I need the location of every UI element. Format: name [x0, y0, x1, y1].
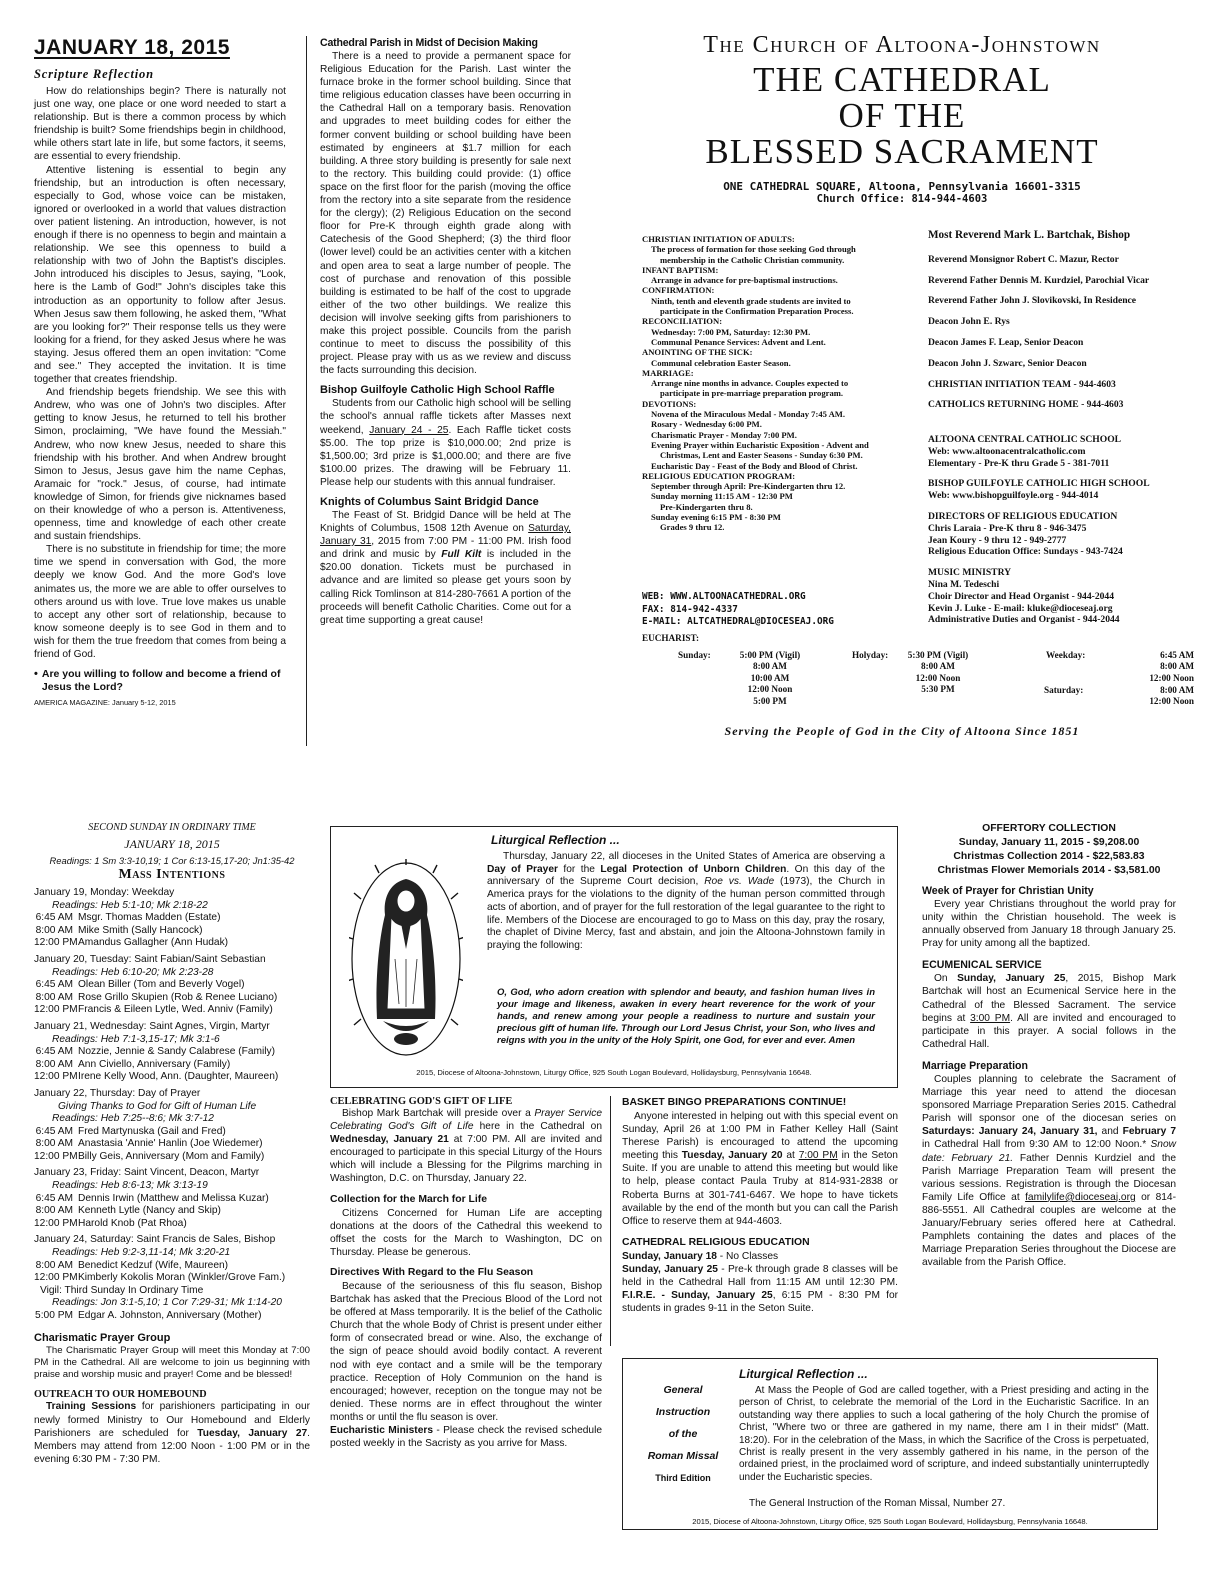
- sacrament-detail: September through April: Pre-Kindergarten thru 12.: [651, 481, 846, 492]
- sacrament-detail: Wednesday: 7:00 PM, Saturday: 12:30 PM.: [651, 326, 811, 337]
- mass-day: [34, 887, 310, 950]
- sacrament-label: CHRISTIAN INITIATION OF ADULTS:: [642, 234, 795, 244]
- mass-intention-item: [34, 1151, 310, 1164]
- mass-time: 6:45 AM: [35, 979, 73, 991]
- gift-heading: CELEBRATING GOD'S GIFT OF LIFE: [330, 1096, 513, 1107]
- music-ministry: MUSIC MINISTRY Nina M. Tedeschi Choir Director and Head Organist - 944-2044 Kevin J. Luke - E-mail: kluke@dioceseaj.org Administrative Duties and Organist - 944-2044: [928, 567, 1120, 626]
- mass-intention: Fred Martynuska (Gail and Fred): [78, 1125, 226, 1137]
- march-paragraph: Citizens Concerned for Human Life are accepting donations at the doors of the Cathedral this weekend to offset the costs for the March to Washington, DC on Thursday. Please be generous.: [330, 1207, 602, 1258]
- column-divider: [306, 36, 307, 746]
- religious-education-directors: DIRECTORS OF RELIGIOUS EDUCATION Chris Laraia - Pre-K thru 8 - 946-3475 Jean Koury - 9 thru 12 - 949-2777 Religious Education Office: Sundays - 943-7424: [928, 510, 1123, 558]
- religious-education-line: Sunday, January 25 - Pre-k through grade 8 classes will be held in the Cathedral Hall from 11:15 AM until 12:30 PM. F.I.R.E. - Sunday, January 25, 6:15 PM - 8:30 PM for students in grades 9-11 in the Seton Suite.: [622, 1263, 899, 1315]
- sacrament-detail: participate in the Confirmation Preparation Process.: [660, 306, 854, 317]
- mass-intention-item: [34, 1138, 310, 1151]
- mass-intention-item: [34, 1260, 310, 1273]
- mass-intention-item: [34, 937, 310, 950]
- mass-day: [34, 1167, 310, 1230]
- email-link[interactable]: E-MAIL: ALTCATHEDRAL@DIOCESEAJ.ORG: [642, 616, 834, 627]
- mass-intention: Amandus Gallagher (Ann Hudak): [78, 937, 229, 949]
- mass-day: [34, 954, 310, 1017]
- mass-time: 12:00 PM: [34, 1071, 78, 1083]
- guadalupe-image: [349, 859, 463, 1057]
- mass-intention-item: [34, 992, 310, 1005]
- website-link[interactable]: WEB: WWW.ALTOONACATHEDRAL.ORG: [642, 591, 806, 602]
- mass-time: 8:00 AM: [35, 1138, 73, 1150]
- church-name: The Church of Altoona-Johnstown: [703, 32, 1101, 58]
- marriage-paragraph: Couples planning to celebrate the Sacrament of Marriage this year need to attend the diocesan sponsored Marriage Preparation Series 2015. Cathedral Parish will sponsor one of the diocesan series on Saturdays: January 24, January 31, and February 7 in Cathedral Hall from 9:30 AM to 12:00 Noon.* Snow date: February 21. Father Dennis Kurdziel and the Parish Marriage Preparation Team will present the various sessions. Registration is through the Diocesan Family Life Office at familylife@dioceseaj.org or 814-886-5551. All Cathedral couples are welcome at the January/February series offered here at Cathedral. Pamphlets containing the dates and places of the Marriage Preparation Series throughout the Diocese are available from the Parish Office.: [922, 1073, 1177, 1269]
- sacrament-detail: Sunday evening 6:15 PM - 8:30 PM: [651, 512, 781, 523]
- scripture-heading: Scripture Reflection: [34, 67, 154, 81]
- lit2-credit: 2015, Diocese of Altoona-Johnstown, Liturgy Office, 925 South Logan Boulevard, Hollidaysburg, Pennsylvania 16648.: [692, 1517, 1088, 1526]
- mass-intention: Olean Biller (Tom and Beverly Vogel): [78, 979, 245, 991]
- raffle-heading: Bishop Guilfoyle Catholic High School Raffle: [320, 384, 555, 397]
- gim-side-panel: General Instruction of the Roman Missal Third Edition: [647, 1384, 719, 1483]
- sacrament-detail: Charismatic Prayer - Monday 7:00 PM.: [651, 429, 797, 440]
- lit2-paragraph: At Mass the People of God are called together, with a Priest presiding and acting in the person of Christ, to celebrate the memorial of the Lord in the Eucharistic Sacrifice. In an outstanding way there applies to such a local gathering of the holy Church the promise of Christ, "Where two or three are gathered in my name, there am I in their midst" (Matt. 18:20). For in the celebration of the Mass, in which the Sacrifice of the Cross is perpetuated, Christ is really present in the very assembly gathered in his name, in the person of the ordained priest, in the proclaimed word of scripture, and indeed substantially uninterruptedly under the Eucharistic species.: [739, 1385, 1149, 1483]
- middle-lower-column: [330, 1096, 602, 1450]
- sacrament-detail: Arrange in advance for pre-baptismal instructions.: [651, 275, 838, 286]
- sacrament-detail: Evening Prayer within Eucharistic Exposition - Advent and: [651, 439, 869, 450]
- mass-time: 8:00 AM: [35, 1259, 73, 1271]
- mass-day-readings: Readings: Heb 6:10-20; Mk 2:23-28: [52, 966, 214, 978]
- outreach-heading: OUTREACH TO OUR HOMEBOUND: [34, 1389, 207, 1401]
- mass-intention: Mike Smith (Sally Hancock): [78, 924, 203, 936]
- mass-day: [34, 1234, 310, 1284]
- weekday-times: 6:45 AM 8:00 AM 12:00 Noon: [1149, 650, 1194, 683]
- mass-time: 8:00 AM: [35, 924, 73, 936]
- column-divider: [610, 1096, 611, 1346]
- mass-intentions-column: [34, 822, 310, 1466]
- sacrament-label: INFANT BAPTISM:: [642, 264, 719, 275]
- mass-intention: Kimberly Kokolis Moran (Winkler/Grove Fam.): [78, 1272, 286, 1284]
- mass-time: 12:00 PM: [34, 1004, 78, 1016]
- mass-intention: Francis & Eileen Lytle, Wed. Anniv (Family): [78, 1004, 273, 1016]
- mass-intentions-heading: Mass Intentions: [118, 867, 226, 882]
- mass-day-note: Giving Thanks to God for Gift of Human Life: [58, 1100, 257, 1112]
- mass-intention: Rose Grillo Skupien (Rob & Renee Luciano): [78, 991, 278, 1003]
- mass-day-title: January 24, Saturday: Saint Francis de Sales, Bishop: [34, 1234, 276, 1246]
- saturday-times: 8:00 AM 12:00 Noon: [1149, 685, 1194, 707]
- sacrament-detail: Communal celebration Easter Season.: [651, 357, 791, 368]
- mass-time: 12:00 PM: [34, 1217, 78, 1229]
- lit2-heading: Liturgical Reflection ...: [739, 1367, 868, 1381]
- gim-reflection-box: [622, 1358, 1158, 1530]
- staff-entry: Deacon John J. Szwarc, Senior Deacon: [928, 357, 1087, 369]
- charismatic-paragraph: The Charismatic Prayer Group will meet this Monday at 7:00 PM in the Cathedral. All are welcome to join us beginning with praise and worship music and prayer! Come and be blessed!: [34, 1344, 310, 1381]
- acc-school: ALTOONA CENTRAL CATHOLIC SCHOOL Web: www.altoonacentralcatholic.com Elementary - Pre-K thru Grade 5 - 381-7011: [928, 434, 1122, 469]
- staff-entry: Reverend Father John J. Slovikovski, In Residence: [928, 295, 1137, 307]
- sacrament-detail: Grades 9 thru 12.: [660, 522, 725, 533]
- sacrament-detail: Eucharistic Day - Feast of the Body and Blood of Christ.: [651, 460, 858, 471]
- religious-education-line: Sunday, January 18 - No Classes: [622, 1250, 779, 1262]
- mass-day-readings: Readings: Heb 7:1-3,15-17; Mk 3:1-6: [52, 1033, 220, 1045]
- scripture-paragraph: And friendship begets friendship. We see this with Andrew, who was one of John's two disciples. After getting to know Jesus, he returned to tell his brother Simon, proclaiming, "We have found the Messiah." Andrew, who now knew Jesus, needed to share this friendship with his brother. And when Andrew brought Simon to Jesus, Jesus gave him the name Cephas, Aramaic for "rock." Jesus, of course, had intimate knowledge of Simon, for friends give nicknames based on their knowledge of who a person is. Attentiveness, openness, time and knowledge of each other create and sustain friendships.: [34, 387, 286, 543]
- masthead: [600, 32, 1204, 205]
- lit1-heading: Liturgical Reflection ...: [491, 833, 620, 847]
- church-office-phone: Church Office: 814-944-4603: [816, 193, 988, 205]
- mass-day-readings: Readings: Heb 9:2-3,11-14; Mk 3:20-21: [52, 1247, 231, 1259]
- sacrament-label: RELIGIOUS EDUCATION PROGRAM:: [642, 470, 796, 481]
- sacrament-detail: Rosary - Wednesday 6:00 PM.: [651, 419, 762, 430]
- mass-day-readings: Readings: Heb 5:1-10; Mk 2:18-22: [52, 899, 208, 911]
- ecumenical-paragraph: On Sunday, January 25, 2015, Bishop Mark Bartchak will host an Ecumenical Service here in the Cathedral of the Blessed Sacrament. The service begins at 3:00 PM. All are invited and encouraged to participate in this prayer. A social follows in the Cathedral Hall.: [922, 973, 1176, 1050]
- religious-education-heading: CATHEDRAL RELIGIOUS EDUCATION: [622, 1236, 810, 1248]
- mass-intention-item: [34, 1205, 310, 1218]
- staff-entry: Reverend Father Dennis M. Kurdziel, Parochial Vicar: [928, 274, 1150, 286]
- mass-intention: Harold Knob (Pat Rhoa): [78, 1217, 187, 1229]
- mass-time: 6:45 AM: [35, 1125, 73, 1137]
- mass-intention-item: [34, 1004, 310, 1017]
- mass-intention-item: [34, 979, 310, 992]
- mass-day-title: January 22, Thursday: Day of Prayer: [34, 1087, 201, 1099]
- mass-time: 12:00 PM: [34, 1150, 78, 1162]
- unity-paragraph: Every year Christians throughout the world pray for unity within the Christian household. The week is annually observed from January 18 through January 25. Pray for unity among all the baptized.: [922, 899, 1176, 950]
- raffle-paragraph: Students from our Catholic high school will be selling the school's annual raffle tickets after Masses next weekend, January 24 - 25. Each Raffle ticket costs $5.00. The top prize is $10,000.00; 2nd prize is $1,500.00; 3rd prize is $1,000.00; and there are five $100.00 prizes. The drawing will be February 11. Please help our students with this annual fundraiser.: [320, 398, 571, 488]
- mass-intention: Anastasia 'Annie' Hanlin (Joe Wiedemer): [78, 1138, 263, 1150]
- scripture-source: AMERICA MAGAZINE: January 5-12, 2015: [34, 698, 176, 708]
- mass-time: 6:45 AM: [35, 912, 73, 924]
- flu-paragraph: Because of the seriousness of this flu season, Bishop Bartchak has asked that the Precious Blood of the Lord not be offered at Mass temporarily. It is the belief of the Catholic Church that the whole Body of Christ is present under either form of consecrated bread or wine. Also, the exchange of the sign of peace should avoid bodily contact. A reverent nod with eye contact and a smile will be the temporary practice. Reception of Holy Communion on the hand is encouraged; however, reception on the tongue may not be denied. These norms are in effect throughout the winter months or until the flu season is over.: [330, 1280, 602, 1423]
- reflection-question: • Are you willing to follow and become a friend of Jesus the Lord?: [34, 668, 281, 694]
- fax-number: FAX: 814-942-4337: [642, 603, 738, 615]
- decision-paragraph: There is a need to provide a permanent space for Religious Education for the Parish. Last winter the furnace broke in the former school building. Since that time religious education classes have been occurring in the Cathedral Hall on a temporary basis. Renovation and upgrades to meet building codes for either the former convent building or school building have been estimated by engineers at $1.7 million for each building. A three story building is presently for sale next to the rectory. This building could provide: (1) office space on the first floor for the parish (moving the office from the rectory into a site separate from the residence for the clergy); (2) Religious Education on the second floor for Pre-K through eighth grade along with Catechesis of the Good Shepherd; (3) the third floor (lower level) could be an activities center with a kitchen and open area to seat a large number of people. The cost of purchase and renovation of this possible building is estimated to be half of the cost to upgrade either of the two other buildings. We realize this decision will involve seeking gifts from parishioners to make this project possible. Councils from the parish continue to meet to discuss the possibility of this project. Please pray with us as we review and discuss the facts surrounding this decision.: [320, 51, 571, 377]
- mass-intention-item: [34, 1126, 310, 1139]
- vigil-block: Vigil: Third Sunday In Ordinary Time Readings: Jon 3:1-5,10; 1 Cor 7:29-31; Mk 1:14-20 5:00 PM Edgar A. Johnston, Anniversary (Mother): [35, 1284, 282, 1321]
- sacrament-detail: Arrange nine months in advance. Couples expected to: [651, 378, 849, 389]
- staff-entry: CHRISTIAN INITIATION TEAM - 944-4603: [928, 378, 1116, 390]
- charismatic-heading: Charismatic Prayer Group: [34, 1331, 171, 1344]
- decision-heading: Cathedral Parish in Midst of Decision Making: [320, 37, 538, 49]
- staff-entry: Deacon John E. Rys: [928, 316, 1010, 328]
- mass-intention: Irene Kelly Wood, Ann. (Daughter, Maureen): [78, 1071, 279, 1083]
- mass-intention: Kenneth Lytle (Nancy and Skip): [78, 1205, 221, 1217]
- mass-time: 12:00 PM: [34, 1272, 78, 1284]
- eucharist-label: EUCHARIST:: [642, 633, 700, 643]
- holyday-times: 5:30 PM (Vigil) 8:00 AM 12:00 Noon 5:30 PM: [907, 650, 969, 695]
- schools-list: [928, 434, 1198, 635]
- sacrament-detail: Communal Penance Services: Advent and Lent.: [651, 336, 826, 347]
- sacrament-detail: Sunday morning 11:15 AM - 12:30 PM: [651, 491, 793, 502]
- lit1-credit: 2015, Diocese of Altoona-Johnstown, Liturgy Office, 925 South Logan Boulevard, Hollidaysburg, Pennsylvania 16648.: [416, 1068, 812, 1077]
- scripture-paragraph: Attentive listening is essential to begin any friendship, but an introduction is often necessary, especially to God, whose voice can be mistaken, ignored or overlooked in a world that values distraction over patient listening. An introduction, however, is not enough if there is no openness to begin and maintain a relationship. We see this openness to build a relationship with two of John the Baptist's disciples. John introduced his disciples to Jesus, saying, "Look, here is the Lamb of God!" John's disciples take this introduction as an opportunity to follow after Jesus. When Jesus saw them following, he asked them, "What are you looking for?" Their response tells us they were looking for a friend, for they asked Jesus where he was staying. Jesus offered them an open invitation: "Come and see." They accepted the invitation. It is time together that creates friendship.: [34, 164, 286, 386]
- mass-time: 8:00 AM: [35, 991, 73, 1003]
- staff-list: [928, 230, 1198, 420]
- mass-day-title: January 21, Wednesday: Saint Agnes, Virgin, Martyr: [34, 1020, 270, 1032]
- mass-day-title: January 23, Friday: Saint Vincent, Deacon, Martyr: [34, 1167, 260, 1179]
- bullet-icon: •: [34, 668, 38, 681]
- gift-paragraph: Bishop Mark Bartchak will preside over a Prayer Service Celebrating God's Gift of Life here in the Cathedral on Wednesday, January 21 at 7:00 PM. All are invited and encouraged to participate in this special Liturgy of the Hours which will include a Blessing for the Pilgrims marching in Washington, D.C. on Thursday, January 22.: [330, 1108, 602, 1185]
- mass-intention: Billy Geis, Anniversary (Mom and Family): [78, 1150, 265, 1162]
- mass-day-readings: Readings: Heb 7:25--8:6; Mk 3:7-12: [52, 1113, 214, 1125]
- mass-intention-item: [34, 1046, 310, 1059]
- mass-intentions-list: [34, 887, 310, 1285]
- sacrament-detail: Ninth, tenth and eleventh grade students are invited to: [651, 295, 851, 306]
- mass-day: [34, 1021, 310, 1084]
- liturgical-reflection-box: [330, 826, 898, 1088]
- mass-intention-item: [34, 1071, 310, 1084]
- bulletin-date: JANUARY 18, 2015: [34, 36, 230, 59]
- eucharist-schedule: EUCHARIST: Sunday: 5:00 PM (Vigil) 8:00 AM 10:00 AM 12:00 Noon 5:00 PM Holyday: 5:30 PM (Vigil) 8:00 AM 12:00 Noon 5:30 PM Weekday: 6:45 AM 8:00 AM 12:00 Noon Saturday: 8:00 AM 12:00 Noon: [642, 633, 1194, 707]
- sacrament-detail: participate in pre-marriage preparation program.: [660, 388, 844, 399]
- sacrament-label: MARRIAGE:: [642, 367, 694, 378]
- mass-time: 12:00 PM: [34, 937, 78, 949]
- sunday-times: 5:00 PM (Vigil) 8:00 AM 10:00 AM 12:00 Noon 5:00 PM: [739, 650, 801, 706]
- staff-entry: Most Reverend Mark L. Bartchak, Bishop: [928, 229, 1131, 241]
- scripture-column: [34, 36, 286, 707]
- bingo-paragraph: Anyone interested in helping out with this special event on Sunday, April 26 at 1:00 PM in Father Kelley Hall (Saint Therese Parish) is encouraged to attend the upcoming meeting this Tuesday, January 20 at 7:00 PM in the Seton Suite. If you are unable to attend this meeting but would like to help, please contact Paula Truby at 814-931-2838 or Roberta Burns at 301-741-6467. We hope to have tickets available by the end of the month but you can call the Parish Office to reserve them at 944-4603.: [622, 1111, 898, 1227]
- staff-entry: Deacon James F. Leap, Senior Deacon: [928, 336, 1084, 348]
- offertory-block: OFFERTORY COLLECTION Sunday, January 11, 2015 - $9,208.00 Christmas Collection 2014 - $22,583.83 Christmas Flower Memorials 2014 - $3,581.00: [937, 823, 1161, 876]
- mass-day-title: January 20, Tuesday: Saint Fabian/Saint Sebastian: [34, 953, 266, 965]
- mass-intention: Nozzie, Jennie & Sandy Calabrese (Family): [78, 1046, 276, 1058]
- sunday-readings: Readings: 1 Sm 3:3-10,19; 1 Cor 6:13-15,17-20; Jn1:35-42: [49, 855, 295, 866]
- mass-intention-item: [34, 1218, 310, 1231]
- dance-heading: Knights of Columbus Saint Bridgid Dance: [320, 496, 539, 508]
- right-middle-column: [622, 1096, 898, 1315]
- contact-info: [642, 591, 922, 629]
- sacrament-label: ANOINTING OF THE SICK:: [642, 347, 753, 358]
- mass-intention: Ann Civiello, Anniversary (Family): [78, 1058, 231, 1070]
- mass-date: JANUARY 18, 2015: [124, 837, 220, 851]
- mass-time: 6:45 AM: [35, 1192, 73, 1204]
- mass-intention: Msgr. Thomas Madden (Estate): [78, 912, 221, 924]
- familylife-email-link[interactable]: familylife@dioceseaj.org: [1025, 1191, 1136, 1203]
- sacrament-detail: Christmas, Lent and Easter Seasons - Sunday 6:30 PM.: [660, 450, 863, 461]
- bg-school: BISHOP GUILFOYLE CATHOLIC HIGH SCHOOL Web: www.bishopguilfoyle.org - 944-4014: [928, 478, 1150, 502]
- ecumenical-heading: ECUMENICAL SERVICE: [922, 959, 1042, 972]
- mass-day: [34, 1088, 310, 1164]
- virgin-of-guadalupe-icon: [349, 859, 463, 1057]
- marriage-heading: Marriage Preparation: [922, 1059, 1028, 1072]
- march-heading: Collection for the March for Life: [330, 1193, 488, 1205]
- mass-intention-item: [34, 1059, 310, 1072]
- staff-entry: CATHOLICS RETURNING HOME - 944-4603: [928, 399, 1124, 411]
- staff-entry: Reverend Monsignor Robert C. Mazur, Rector: [928, 253, 1119, 265]
- sacrament-label: CONFIRMATION:: [642, 285, 715, 296]
- eucharistic-ministers-paragraph: Eucharistic Ministers - Please check the revised schedule posted weekly in the Sacristy as you arrive for Mass.: [330, 1424, 603, 1450]
- mass-time: 8:00 AM: [35, 1058, 73, 1070]
- mass-time: 8:00 AM: [35, 1205, 73, 1217]
- bingo-heading: BASKET BINGO PREPARATIONS CONTINUE!: [622, 1097, 847, 1108]
- outreach-paragraph: Training Sessions for parishioners participating in our newly formed Ministry to Our Homebound and Elderly Parishioners are scheduled for Tuesday, January 27. Members may attend from 12:00 Noon - 1:00 PM or in the evening 6:30 PM - 7:30 PM.: [34, 1401, 311, 1465]
- flu-heading: Directives With Regard to the Flu Season: [330, 1266, 534, 1278]
- sacrament-detail: membership in the Catholic Christian community.: [660, 254, 845, 265]
- parish-news-column: [320, 36, 571, 627]
- mass-intention: Dennis Irwin (Matthew and Melissa Kuzar): [78, 1192, 269, 1204]
- scripture-paragraph: How do relationships begin? There is naturally not just one way, one place or one word needed to start a relationship. But is there a common process by which friendship is built? Some friendships begin in childhood, while others start late in life, but some factors, it seems, are essential to every friendship.: [34, 86, 286, 163]
- mass-day-title: January 19, Monday: Weekday: [34, 887, 175, 898]
- cathedral-title: THE CATHEDRAL OF THE BLESSED SACRAMENT: [705, 60, 1099, 171]
- sacrament-label: RECONCILIATION:: [642, 316, 723, 327]
- sunday-title: SECOND SUNDAY IN ORDINARY TIME: [88, 822, 256, 833]
- sacrament-detail: Pre-Kindergarten thru 8.: [660, 501, 753, 512]
- church-address: ONE CATHEDRAL SQUARE, Altoona, Pennsylvania 16601-3315: [723, 180, 1081, 193]
- lit2-citation: The General Instruction of the Roman Missal, Number 27.: [749, 1498, 1006, 1509]
- sacrament-detail: The process of formation for those seeking God through: [651, 244, 856, 255]
- mass-intention: Benedict Kedzuf (Wife, Maureen): [78, 1259, 229, 1271]
- mass-intention-item: [34, 1193, 310, 1206]
- sacraments-list: [642, 234, 922, 533]
- mass-intention-item: [34, 912, 310, 925]
- dance-paragraph: The Feast of St. Bridgid Dance will be held at The Knights of Columbus, 1508 12th Avenue on Saturday, January 31, 2015 from 7:00 PM - 11:00 PM. Irish food and drink and music by Full Kilt is included in the $20.00 donation. Tickets must be purchased in advance and are limited so please get yours soon by calling Rick Tomlinson at 814-280-7661 A portion of the proceeds will benefit Catholic Charities. Come out for a great time supporting a great cause!: [320, 510, 571, 626]
- mass-intention-item: [34, 925, 310, 938]
- lit1-paragraph: Thursday, January 22, all dioceses in the United States of America are observing a Day of Prayer for the Legal Protection of Unborn Children. On this day of the anniversary of the Supreme Court decision, Roe vs. Wade (1973), the Church in America prays for the violations to the dignity of the human person committed through acts of abortion, and of prayer for the full restoration of the legal guarantee to the right to life. Members of the Diocese are encouraged to go to Mass on this day, pray the rosary, the chaplet of Divine Mercy, fast and abstain, and join the Altoona-Johnstown family in praying the following:: [487, 851, 886, 951]
- tagline: Serving the People of God in the City of Altoona Since 1851: [724, 724, 1080, 738]
- scripture-paragraph: There is no substitute in friendship for time; the more time we spend in conversation with God, the more deeply we know God. And the more God's love animates us, the more we are able to offer ourselves to others around us with love. True love makes us unable to accept any other sort of relationship, because to know someone deeply is to see God in them and to wish for them the true freedom that comes from being a friend of God.: [34, 544, 286, 661]
- mass-intention-item: [34, 1272, 310, 1285]
- unity-heading: Week of Prayer for Christian Unity: [922, 885, 1094, 897]
- right-lower-column: [922, 822, 1176, 1269]
- mass-day-readings: Readings: Heb 8:6-13; Mk 3:13-19: [52, 1180, 208, 1192]
- mass-time: 6:45 AM: [35, 1046, 73, 1058]
- sacrament-detail: Novena of the Miraculous Medal - Monday 7:45 AM.: [651, 409, 846, 420]
- lit1-prayer: O, God, who adorn creation with splendor and beauty, and fashion human lives in your image and likeness, awaken in every heart reverence for the work of your hands, and renew among your people a readiness to nurture and sustain your precious gift of human life. Through our Lord Jesus Christ, your Son, who lives and reigns with you in the unity of the Holy Spirit, one God, for ever and ever. Amen: [497, 987, 875, 1046]
- sacrament-label: DEVOTIONS:: [642, 398, 697, 409]
